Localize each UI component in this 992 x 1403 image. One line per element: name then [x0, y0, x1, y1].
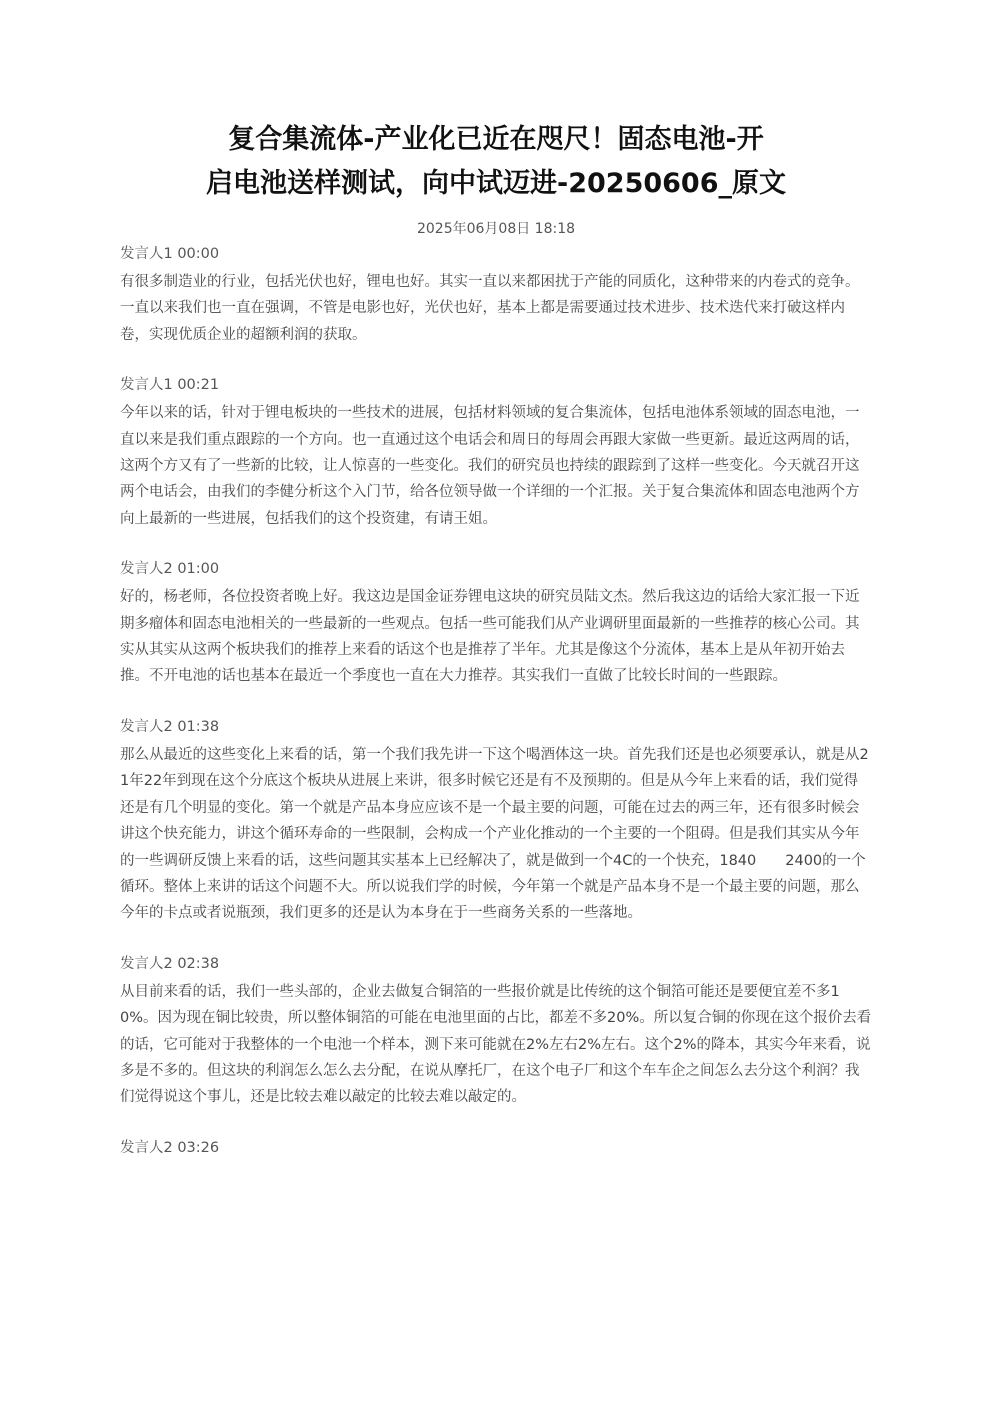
document-title	[120, 118, 872, 206]
transcript-entry	[120, 375, 872, 532]
document-date: 2025年06月08日 18:18	[416, 221, 576, 237]
transcript-entry	[120, 1138, 872, 1159]
speech-text: 从目前来看的话，我们一些头部的，企业去做复合铜箔的一些报价就是比传统的这个铜箔可能还是要便宜差不多10%。因为现在铜比较贵，所以整体铜箔的可能在电池里面的占比，都差不多20%。所以复合铜的你现在这个报价去看的话，它可能对于我整体的一个电池一个样本，测下来可能就在2%左右2%左右。这个2%的降本，其实今年来看，说多是不多的。但这块的利润怎么怎么去分配，在说从摩托厂，在这个电子厂和这个车车企之间怎么去分这个利润？我们觉得说这个事儿，还是比较去难以敲定的比较去难以敲定的。	[120, 983, 872, 1106]
speech-text: 好的，杨老师，各位投资者晚上好。我这边是国金证券锂电这块的研究员陆文杰。然后我这边的话给大家汇报一下近期多瘤体和固态电池相关的一些最新的一些观点。包括一些可能我们从产业调研里面最新的一些推荐的核心公司。其实从其实从这两个板块我们的推荐上来看的话这个也是推荐了半年。尤其是像这个分流体，基本上是从年初开始去推。不开电池的话也基本在最近一个季度也一直在大力推荐。其实我们一直做了比较长时间的一些跟踪。	[120, 589, 860, 685]
speech-text: 今年以来的话，针对于锂电板块的一些技术的进展，包括材料领域的复合集流体，包括电池体系领域的固态电池，一直以来是我们重点跟踪的一个方向。也一直通过这个电话会和周日的每周会再跟大家做一些更新。最近这两周的话，这两个方又有了一些新的比较，让人惊喜的一些变化。我们的研究员也持续的跟踪到了这样一些变化。今天就召开这两个电话会，由我们的李健分析这个入门节，给各位领导做一个详细的一个汇报。关于复合集流体和固态电池两个方向上最新的一些进展，包括我们的这个投资建，有请王姐。	[120, 405, 860, 527]
title-line-1: 复合集流体-产业化已近在咫尺！固态电池-开	[228, 124, 764, 155]
speech-text: 有很多制造业的行业，包括光伏也好，锂电也好。其实一直以来都困扰于产能的同质化，这种带来的内卷式的竞争。一直以来我们也一直在强调，不管是电影也好，光伏也好，基本上都是需要通过技术进步、技术迭代来打破这样内卷，实现优质企业的超额利润的获取。	[120, 274, 860, 343]
title-line-2: 启电池送样测试，向中试迈进-20250606_原文	[206, 168, 786, 199]
speaker-timestamp: 发言人2 01:00	[120, 561, 220, 578]
speaker-timestamp: 发言人2 01:38	[120, 718, 220, 735]
transcript	[120, 244, 872, 1186]
transcript-entry	[120, 559, 872, 690]
speaker-timestamp: 发言人2 02:38	[120, 955, 220, 972]
speaker-timestamp: 发言人2 03:26	[120, 1139, 220, 1156]
transcript-entry	[120, 954, 872, 1111]
speaker-timestamp: 发言人1 00:21	[120, 377, 220, 394]
speaker-timestamp: 发言人1 00:00	[120, 246, 220, 262]
transcript-entry	[120, 717, 872, 927]
speech-text: 那么从最近的这些变化上来看的话，第一个我们我先讲一下这个喝酒体这一块。首先我们还是也必须要承认，就是从21年22年到现在这个分底这个板块从进展上来讲，很多时候它还是有不及预期的。但是从今年上来看的话，我们觉得还是有几个明显的变化。第一个就是产品本身应应该不是一个最主要的问题，可能在过去的两三年，还有很多时候会讲这个快充能力，讲这个循环寿命的一些限制，会构成一个产业化推动的一个主要的一个阻碍。但是我们其实从今年的一些调研反馈上来看的话，这些问题其实基本上已经解决了，就是做到一个4C的一个快充，1840 2400的一个循环。整体上来讲的话这个问题不大。所以说我们学的时候，今年第一个就是产品本身不是一个最主要的问题，那么今年的卡点或者说瓶颈，我们更多的还是认为本身在于一些商务关系的一些落地。	[120, 746, 869, 922]
transcript-entry	[120, 244, 872, 348]
